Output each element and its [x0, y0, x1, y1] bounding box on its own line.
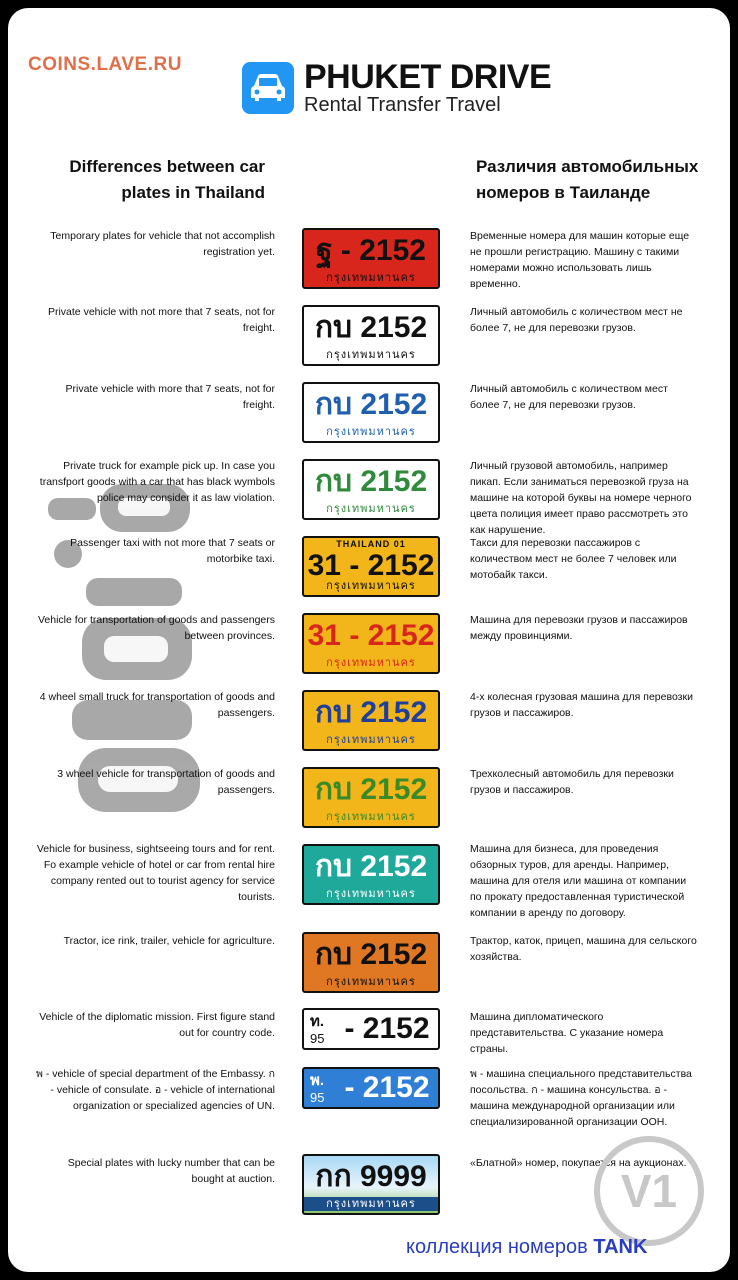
heading-russian: Различия автомобильных номеров в Таиланде — [476, 157, 699, 202]
plate-number: กบ 2152 — [314, 850, 428, 883]
plate-country-code: 95 — [310, 1090, 325, 1105]
infographic — [8, 8, 730, 1272]
plate-number: 31 - 2152 — [307, 549, 435, 582]
plate-category-letter: ท. — [310, 1013, 325, 1030]
collection-text: коллекция номеров — [406, 1236, 588, 1258]
description-russian: Личный грузовой автомобиль, например пикап. Если заниматься перевозкой груза на машине на которой буквы на номере черного цвета полиция имеет право рассмотреть это как нарушение. — [470, 460, 692, 536]
license-plate — [302, 1067, 440, 1109]
description-english: 3 wheel vehicle for transportation of goods and passengers. — [57, 768, 275, 796]
description-english: Special plates with lucky number that can be bought at auction. — [67, 1157, 275, 1185]
plate-province: กรุงเทพมหานคร — [326, 734, 416, 746]
collection-caption — [406, 1236, 647, 1259]
plate-number: กก 9999 — [315, 1160, 427, 1193]
description-russian: Личный автомобиль с количеством мест более 7, не для перевозки грузов. — [470, 383, 668, 411]
logo-subtitle: Rental Transfer Travel — [304, 94, 501, 116]
description-russian: Такси для перевозки пассажиров с количеством мест не более 7 человек или мотобайк такси. — [470, 537, 677, 581]
description-english: Tractor, ice rink, trailer, vehicle for agriculture. — [63, 935, 275, 947]
plate-province: กรุงเทพมหานคร — [326, 580, 416, 592]
description-russian: Машина дипломатического представительства. С указание номера страны. — [470, 1011, 664, 1055]
plate-top-line: THAILAND 01 — [336, 539, 406, 549]
description-russian: Машина для бизнеса, для проведения обзорных туров, для аренды. Например, машина для отеля или машина от компании по прокату предоставленная туристической компании в аренду по договору. — [470, 843, 687, 919]
description-russian: Трехколесный автомобиль для перевозки грузов и пассажиров. — [470, 768, 674, 796]
plate-province: กรุงเทพมหานคร — [326, 349, 416, 361]
plate-province: กรุงเทพมหานคร — [326, 272, 416, 284]
plate-number: กบ 2152 — [314, 388, 428, 421]
plate-province: กรุงเทพมหานคร — [326, 657, 416, 669]
description-english: Private truck for example pick up. In case you transfport goods with a car that has black wymbols police may consider it as law violation. — [39, 460, 275, 504]
license-plate — [302, 767, 440, 828]
plate-province: กรุงเทพมหานคร — [326, 888, 416, 900]
plate-number: กบ 2152 — [314, 465, 428, 498]
watermark-site: COINS.LAVE.RU — [28, 54, 182, 75]
description-english: Private vehicle with not more that 7 seats, not for freight. — [47, 306, 275, 334]
license-plate — [302, 932, 440, 993]
description-russian: พ - машина специального представительства посольства. ก - машина консульства. อ - машина международной организации или специализированной организации ООН. — [470, 1068, 692, 1128]
plate-province: กรุงเทพมหานคร — [326, 503, 416, 515]
license-plate — [302, 1008, 440, 1050]
description-english: Passenger taxi with not more that 7 seats or motorbike taxi. — [70, 537, 275, 565]
plate-number: 31 - 2152 — [307, 619, 435, 652]
plate-number: ฐ - 2152 — [316, 234, 426, 267]
plate-number: กบ 2152 — [314, 311, 428, 344]
license-plate — [302, 305, 440, 366]
license-plate — [302, 459, 440, 520]
license-plate — [302, 228, 440, 289]
description-english: Vehicle of the diplomatic mission. First figure stand out for country code. — [39, 1011, 275, 1039]
plate-number: กบ 2152 — [314, 773, 428, 806]
description-english: Private vehicle with more that 7 seats, not for freight. — [65, 383, 275, 411]
plate-number: - 2152 — [344, 1071, 430, 1104]
description-russian: Машина для перевозки грузов и пассажиров между провинциями. — [470, 614, 688, 642]
plate-category-letter: พ. — [310, 1072, 325, 1089]
logo-title: PHUKET DRIVE — [304, 58, 552, 96]
license-plate — [302, 382, 440, 443]
stamp-text: V1 — [620, 1165, 678, 1217]
description-english: Temporary plates for vehicle that not accomplish registration yet. — [50, 230, 275, 258]
description-english: 4 wheel small truck for transportation of goods and passengers. — [39, 691, 275, 719]
plate-number: กบ 2152 — [314, 938, 428, 971]
heading-english: Differences between car plates in Thailand — [69, 157, 265, 202]
description-russian: 4-х колесная грузовая машина для перевозки грузов и пассажиров. — [470, 691, 693, 719]
description-english: พ - vehicle of special department of the Embassy. ก - vehicle of consulate. อ - vehicle of international organization or specialized agencies of UN. — [36, 1068, 275, 1112]
description-russian: Временные номера для машин которые еще не прошли регистрацию. Машину с такими номерами можно использовать лишь временно. — [470, 230, 690, 290]
car-icon — [242, 62, 294, 114]
description-russian: Трактор, каток, прицеп, машина для сельского хозяйства. — [470, 935, 697, 963]
license-plate — [302, 536, 440, 597]
plate-number: กบ 2152 — [314, 696, 428, 729]
description-english: Vehicle for transportation of goods and passengers between provinces. — [38, 614, 275, 642]
plate-province: กรุงเทพมหานคร — [326, 426, 416, 438]
license-plate — [302, 613, 440, 674]
plate-province: กรุงเทพมหานคร — [326, 976, 416, 988]
license-plate — [302, 844, 440, 905]
plate-province: กรุงเทพมหานคร — [304, 1197, 438, 1211]
stamp-logo — [594, 1136, 704, 1246]
plate-province: กรุงเทพมหานคร — [326, 811, 416, 823]
license-plate — [302, 690, 440, 751]
description-russian: «Блатной» номер, покупается на аукционах. — [470, 1157, 687, 1169]
plate-country-code: 95 — [310, 1031, 325, 1046]
plate-number: - 2152 — [344, 1012, 430, 1045]
description-english: Vehicle for business, sightseeing tours and for rent. Fo example vehicle of hotel or car from rental hire company rented out to tourist agency for service tourists. — [36, 843, 275, 903]
license-plate — [302, 1154, 440, 1215]
collection-brand: TANK — [593, 1236, 648, 1258]
description-russian: Личный автомобиль с количеством мест не более 7, не для перевозки грузов. — [470, 306, 683, 334]
